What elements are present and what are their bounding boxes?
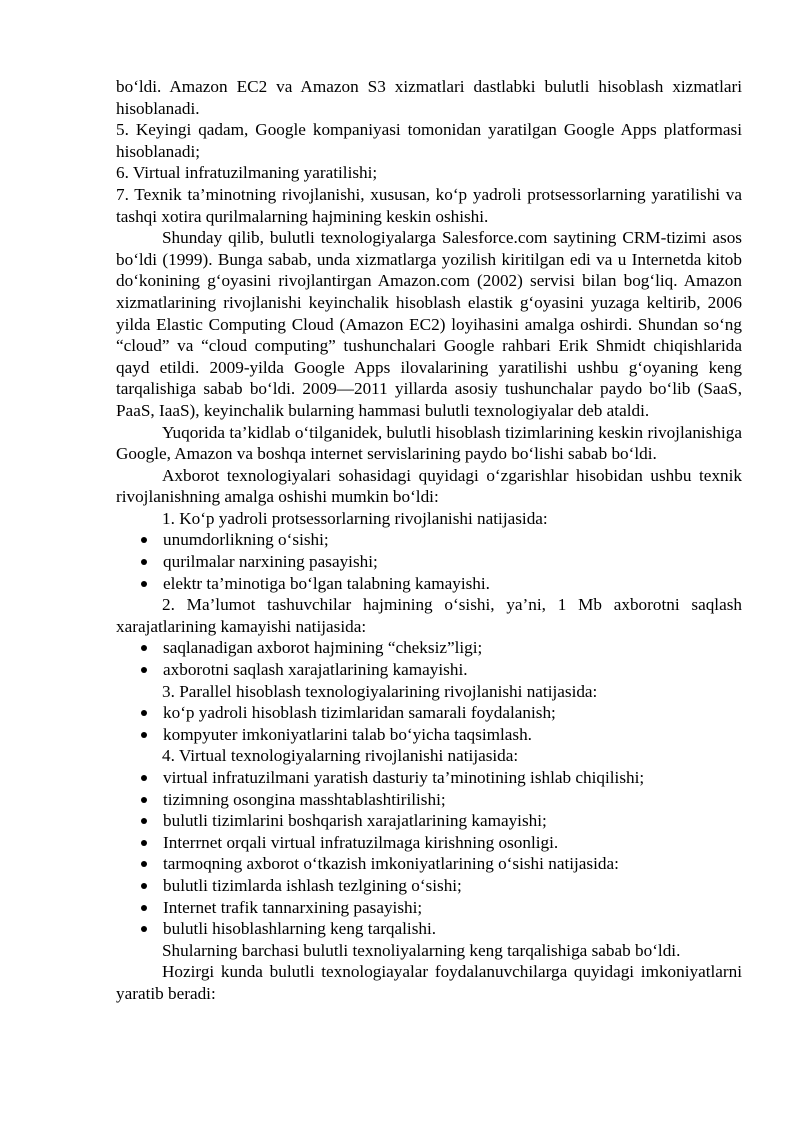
paragraph: Axborot texnologiyalari sohasidagi quyidagi o‘zgarishlar hisobidan ushbu texnik rivojlanishning amalga oshishi mumkin bo‘ldi: — [116, 465, 742, 507]
list-item: qurilmalar narxining pasayishi; — [116, 551, 742, 573]
list-item: bulutli hisoblashlarning keng tarqalishi. — [116, 918, 742, 940]
list-item: ko‘p yadroli hisoblash tizimlaridan samarali foydalanish; — [116, 702, 742, 724]
list-item: virtual infratuzilmani yaratish dasturiy ta’minotining ishlab chiqilishi; — [116, 767, 742, 789]
list-item: tarmoqning axborot o‘tkazish imkoniyatlarining o‘sishi natijasida: — [116, 853, 742, 875]
list-item: Interrnet orqali virtual infratuzilmaga kirishning osonligi. — [116, 832, 742, 854]
section-heading: 2. Ma’lumot tashuvchilar hajmining o‘sishi, ya’ni, 1 Mb axborotni saqlash xarajatlarining kamayishi natijasida: — [116, 595, 742, 636]
paragraph: Hozirgi kunda bulutli texnologiayalar foydalanuvchilarga quyidagi imkoniyatlarni yaratib beradi: — [116, 962, 742, 1003]
list-item: bulutli tizimlarda ishlash tezlgining o‘sishi; — [116, 875, 742, 897]
list-item: bulutli tizimlarini boshqarish xarajatlarining kamayishi; — [116, 810, 742, 832]
list-item: axborotni saqlash xarajatlarining kamayishi. — [116, 659, 742, 681]
paragraph: Yuqorida ta’kidlab o‘tilganidek, bulutli hisoblash tizimlarining keskin rivojlanishiga Google, Amazon va boshqa internet servislarining paydo bo‘lishi sabab bo‘ldi. — [116, 422, 742, 464]
paragraph: 5. Keyingi qadam, Google kompaniyasi tomonidan yaratilgan Google Apps platformasi hisoblanadi; — [116, 120, 742, 161]
paragraph: bo‘ldi. Amazon EC2 va Amazon S3 xizmatlari dastlabki bulutli hisoblash xizmatlari hisoblanadi. — [116, 77, 742, 118]
bullet-list — [116, 702, 742, 745]
section-heading: 4. Virtual texnologiyalarning rivojlanishi natijasida: — [162, 746, 519, 766]
paragraph: 7. Texnik ta’minotning rivojlanishi, xususan, ko‘p yadroli protsessorlarning yaratilishi va tashqi xotira qurilmalarning hajmining keskin oshishi. — [116, 184, 742, 226]
list-item: kompyuter imkoniyatlarini talab bo‘yicha taqsimlash. — [116, 724, 742, 746]
list-item: Internet trafik tannarxining pasayishi; — [116, 897, 742, 919]
section-heading: 3. Parallel hisoblash texnologiyalarining rivojlanishi natijasida: — [162, 681, 598, 701]
list-item: saqlanadigan axborot hajmining “cheksiz”ligi; — [116, 637, 742, 659]
section-heading: 1. Ko‘p yadroli protsessorlarning rivojlanishi natijasida: — [162, 508, 548, 528]
list-item: unumdorlikning o‘sishi; — [116, 529, 742, 551]
list-item: elektr ta’minotiga bo‘lgan talabning kamayishi. — [116, 573, 742, 595]
bullet-list — [116, 637, 742, 680]
paragraph: Shularning barchasi bulutli texnoliyalarning keng tarqalishiga sabab bo‘ldi. — [162, 940, 681, 960]
document-page — [116, 76, 742, 1005]
bullet-list — [116, 767, 742, 940]
bullet-list — [116, 529, 742, 594]
paragraph: 6. Virtual infratuzilmaning yaratilishi; — [116, 163, 378, 183]
list-item: tizimning osongina masshtablashtirilishi; — [116, 789, 742, 811]
paragraph: Shunday qilib, bulutli texnologiyalarga Salesforce.com saytining CRM-tizimi asos bo‘ldi (1999). Bunga sabab, unda xizmatlarga yozilish kiritilgan edi va u Internetda kitob do‘konining g‘oyasini rivojlantirgan Amazon.com (2002) servisi bilan bog‘liq. Amazon xizmatlarining rivojlanishi keyinchalik hisoblash elastik g‘oyasini yuzaga keltirib, 2006 yilda Elastic Computing Cloud (Amazon EC2) loyihasini amalga oshirdi. Shundan so‘ng “cloud” va “cloud computing” tushunchalari Google rahbari Erik Shmidt chiqishlarida qayd etildi. 2009-yilda Google Apps ilovalarining yaratilishi ushbu g‘oyaning keng tarqalishiga sabab bo‘ldi. 2009—2011 yillarda asosiy tushunchalar paydo bo‘lib (SaaS, PaaS, IaaS), keyinchalik bularning hammasi bulutli texnologiyalar deb ataldi. — [116, 228, 742, 420]
